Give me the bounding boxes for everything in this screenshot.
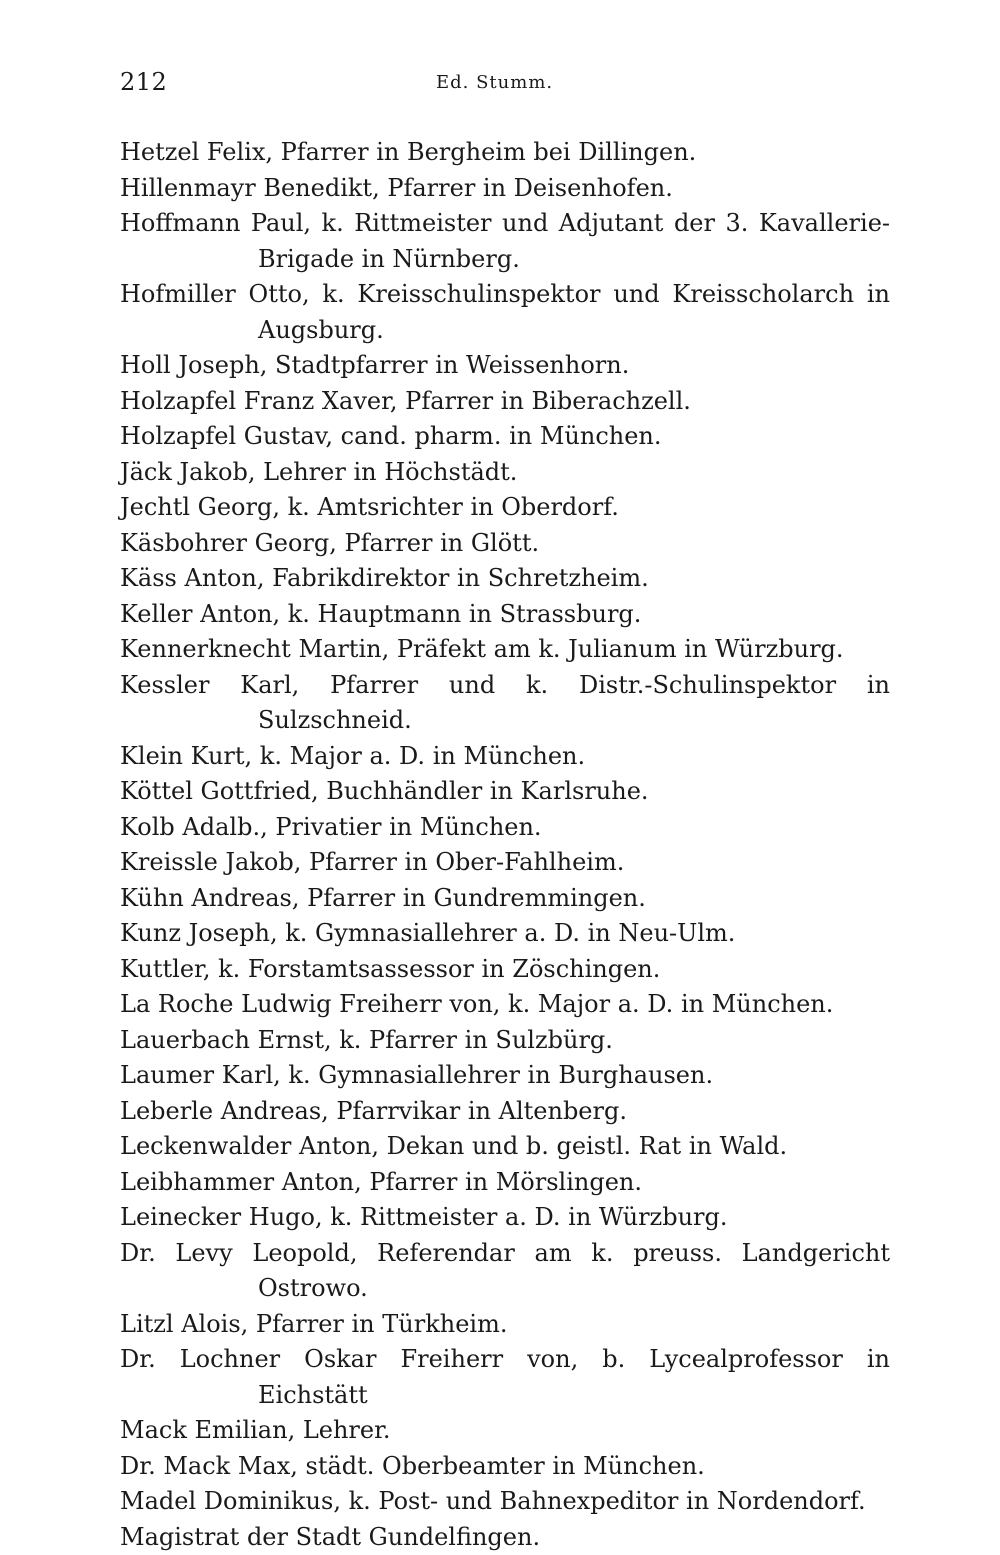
list-item: Keller Anton, k. Hauptmann in Strassburg. [120,597,890,633]
list-item: Kreissle Jakob, Pfarrer in Ober-Fahlheim. [120,845,890,881]
page-number: 212 [120,68,167,96]
running-title: Ed. Stumm. [436,72,553,93]
list-item: Dr. Lochner Oskar Freiherr von, b. Lycealprofessor in Eichstätt [120,1342,890,1413]
list-item: Leberle Andreas, Pfarrvikar in Altenberg. [120,1094,890,1130]
list-item: Lauerbach Ernst, k. Pfarrer in Sulzbürg. [120,1023,890,1059]
list-item: Klein Kurt, k. Major a. D. in München. [120,739,890,775]
list-item: Hetzel Felix, Pfarrer in Bergheim bei Dillingen. [120,135,890,171]
list-item: Kuttler, k. Forstamtsassessor in Zöschingen. [120,952,890,988]
list-item: Hoffmann Paul, k. Rittmeister und Adjutant der 3. Kavallerie-Brigade in Nürnberg. [120,206,890,277]
list-item: Dr. Mack Max, städt. Oberbeamter in München. [120,1449,890,1485]
list-item: Hofmiller Otto, k. Kreisschulinspektor und Kreisscholarch in Augsburg. [120,277,890,348]
list-item: Magistrat der Stadt Gundelfingen. [120,1520,890,1555]
list-item: Laumer Karl, k. Gymnasiallehrer in Burghausen. [120,1058,890,1094]
list-item: Leckenwalder Anton, Dekan und b. geistl. Rat in Wald. [120,1129,890,1165]
list-item: Kolb Adalb., Privatier in München. [120,810,890,846]
list-item: Leibhammer Anton, Pfarrer in Mörslingen. [120,1165,890,1201]
list-item: Köttel Gottfried, Buchhändler in Karlsruhe. [120,774,890,810]
list-item: La Roche Ludwig Freiherr von, k. Major a. D. in München. [120,987,890,1023]
list-item: Käss Anton, Fabrikdirektor in Schretzheim. [120,561,890,597]
list-item: Leinecker Hugo, k. Rittmeister a. D. in Würzburg. [120,1200,890,1236]
list-item: Kunz Joseph, k. Gymnasiallehrer a. D. in Neu-Ulm. [120,916,890,952]
list-item: Holzapfel Gustav, cand. pharm. in München. [120,419,890,455]
list-item: Mack Emilian, Lehrer. [120,1413,890,1449]
list-item: Madel Dominikus, k. Post- und Bahnexpeditor in Nordendorf. [120,1484,890,1520]
member-list [120,135,890,1555]
list-item: Holl Joseph, Stadtpfarrer in Weissenhorn. [120,348,890,384]
page-header [120,68,900,102]
list-item: Kennerknecht Martin, Präfekt am k. Julianum in Würzburg. [120,632,890,668]
list-item: Hillenmayr Benedikt, Pfarrer in Deisenhofen. [120,171,890,207]
list-item: Kessler Karl, Pfarrer und k. Distr.-Schulinspektor in Sulzschneid. [120,668,890,739]
list-item: Holzapfel Franz Xaver, Pfarrer in Biberachzell. [120,384,890,420]
list-item: Dr. Levy Leopold, Referendar am k. preuss. Landgericht Ostrowo. [120,1236,890,1307]
list-item: Kühn Andreas, Pfarrer in Gundremmingen. [120,881,890,917]
list-item: Jäck Jakob, Lehrer in Höchstädt. [120,455,890,491]
list-item: Käsbohrer Georg, Pfarrer in Glött. [120,526,890,562]
list-item: Litzl Alois, Pfarrer in Türkheim. [120,1307,890,1343]
list-item: Jechtl Georg, k. Amtsrichter in Oberdorf. [120,490,890,526]
